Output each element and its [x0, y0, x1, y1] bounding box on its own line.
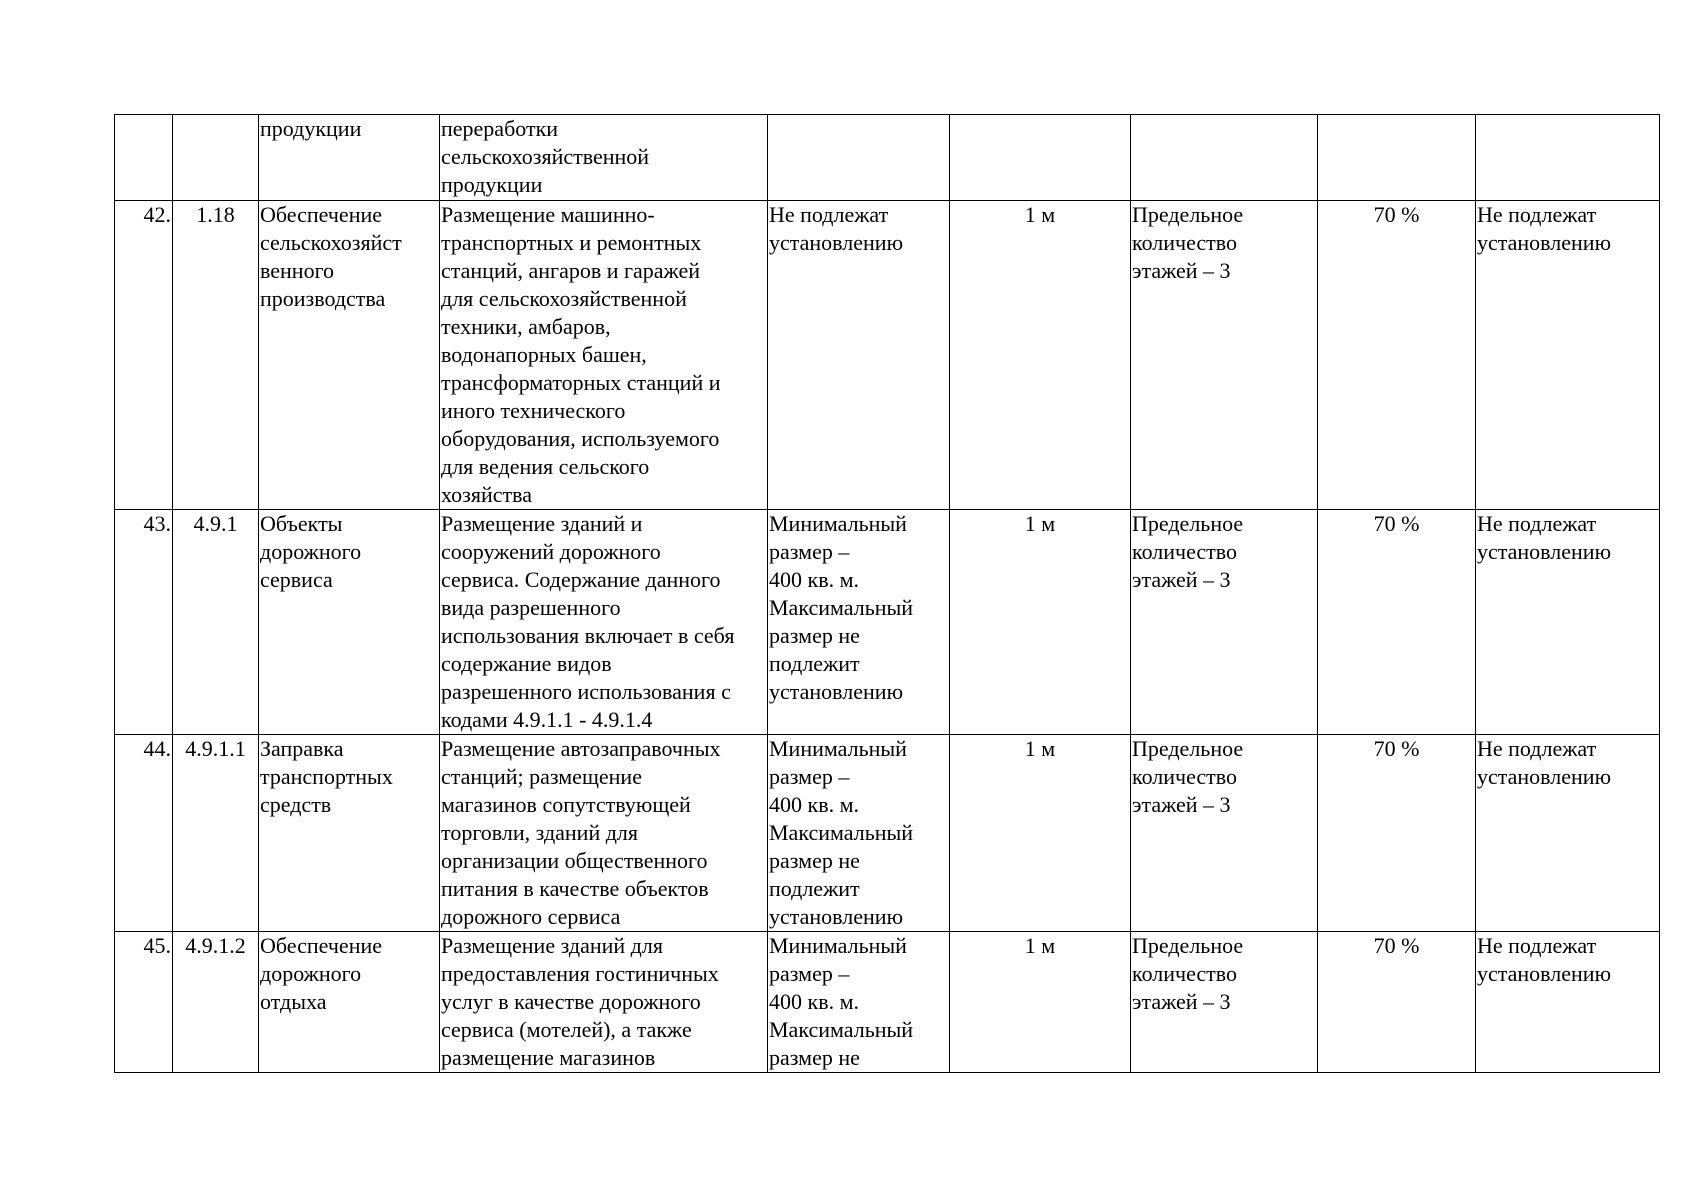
- use-description-cell: Размещение машинно- транспортных и ремонтных станций, ангаров и гаражей для сельскохозяйственной техники, амбаров, водонапорных башен, трансформаторных станций и иного технического оборудования, используемого для ведения сельского хозяйства: [440, 201, 768, 510]
- plot-size-cell: Минимальный размер – 400 кв. м. Максимальный размер не: [768, 932, 950, 1073]
- use-name-cell: Обеспечение дорожного отдыха: [259, 932, 440, 1073]
- coverage-cell: 70 %: [1318, 932, 1476, 1073]
- table-row: [115, 201, 1660, 510]
- use-name-cell: Обеспечение сельскохозяйст венного производства: [259, 201, 440, 510]
- floors-cell: [1131, 115, 1318, 201]
- use-description-cell: Размещение автозаправочных станций; размещение магазинов сопутствующей торговли, зданий для организации общественного питания в качестве объектов дорожного сервиса: [440, 735, 768, 932]
- floors-cell: Предельное количество этажей – 3: [1131, 932, 1318, 1073]
- use-description-cell: Размещение зданий и сооружений дорожного сервиса. Содержание данного вида разрешенного использования включает в себя содержание видов разрешенного использования с кодами 4.9.1.1 - 4.9.1.4: [440, 510, 768, 735]
- use-code-cell: [173, 115, 259, 201]
- other-params-cell: Не подлежат установлению: [1476, 510, 1660, 735]
- plot-size-cell: Не подлежат установлению: [768, 201, 950, 510]
- table-row: [115, 932, 1660, 1073]
- use-code-cell: 4.9.1.1: [173, 735, 259, 932]
- setback-cell: 1 м: [950, 510, 1131, 735]
- coverage-cell: 70 %: [1318, 201, 1476, 510]
- coverage-cell: [1318, 115, 1476, 201]
- use-description-cell: переработки сельскохозяйственной продукции: [440, 115, 768, 201]
- row-number-cell: [115, 115, 173, 201]
- land-use-regulations-table: [114, 114, 1660, 1073]
- plot-size-cell: Минимальный размер – 400 кв. м. Максимальный размер не подлежит установлению: [768, 735, 950, 932]
- row-number-cell: 43.: [115, 510, 173, 735]
- table-row: [115, 735, 1660, 932]
- use-name-cell: Объекты дорожного сервиса: [259, 510, 440, 735]
- floors-cell: Предельное количество этажей – 3: [1131, 510, 1318, 735]
- setback-cell: [950, 115, 1131, 201]
- use-description-cell: Размещение зданий для предоставления гостиничных услуг в качестве дорожного сервиса (мотелей), а также размещение магазинов: [440, 932, 768, 1073]
- use-code-cell: 1.18: [173, 201, 259, 510]
- setback-cell: 1 м: [950, 735, 1131, 932]
- use-name-cell: продукции: [259, 115, 440, 201]
- setback-cell: 1 м: [950, 932, 1131, 1073]
- use-code-cell: 4.9.1.2: [173, 932, 259, 1073]
- row-number-cell: 44.: [115, 735, 173, 932]
- floors-cell: Предельное количество этажей – 3: [1131, 735, 1318, 932]
- other-params-cell: [1476, 115, 1660, 201]
- use-name-cell: Заправка транспортных средств: [259, 735, 440, 932]
- plot-size-cell: [768, 115, 950, 201]
- plot-size-cell: Минимальный размер – 400 кв. м. Максимальный размер не подлежит установлению: [768, 510, 950, 735]
- setback-cell: 1 м: [950, 201, 1131, 510]
- floors-cell: Предельное количество этажей – 3: [1131, 201, 1318, 510]
- use-code-cell: 4.9.1: [173, 510, 259, 735]
- coverage-cell: 70 %: [1318, 735, 1476, 932]
- coverage-cell: 70 %: [1318, 510, 1476, 735]
- other-params-cell: Не подлежат установлению: [1476, 735, 1660, 932]
- table-row: [115, 510, 1660, 735]
- other-params-cell: Не подлежат установлению: [1476, 932, 1660, 1073]
- other-params-cell: Не подлежат установлению: [1476, 201, 1660, 510]
- table-row: [115, 115, 1660, 201]
- row-number-cell: 45.: [115, 932, 173, 1073]
- row-number-cell: 42.: [115, 201, 173, 510]
